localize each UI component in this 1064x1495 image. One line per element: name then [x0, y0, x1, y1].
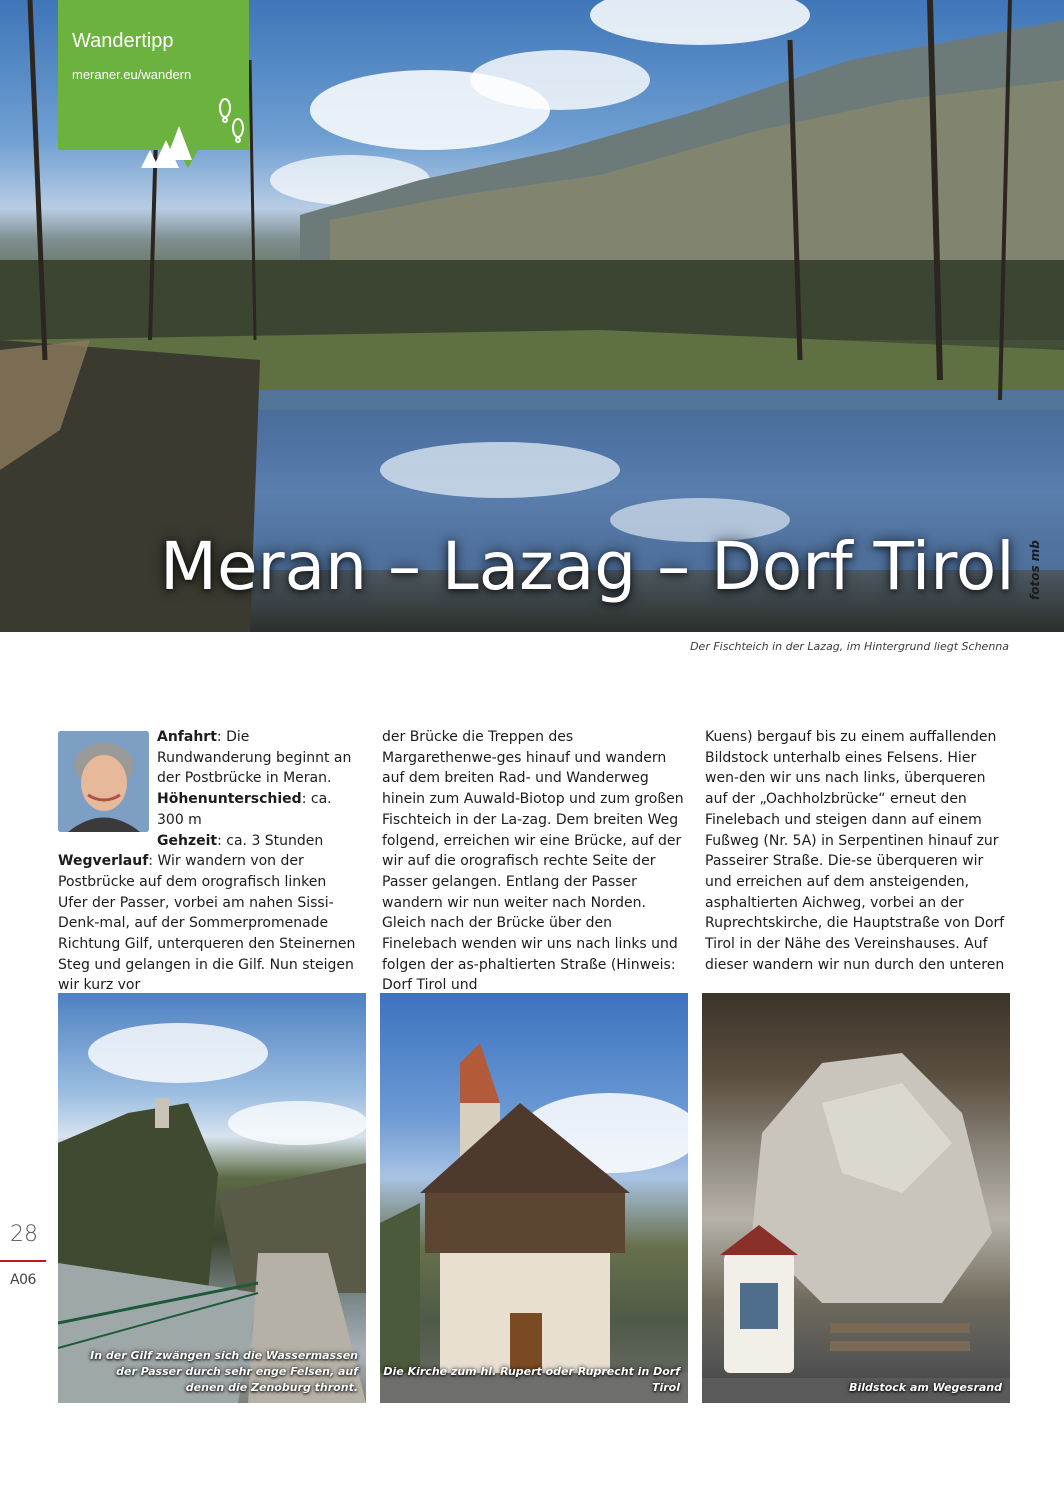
photo-caption-3: Bildstock am Wegesrand — [849, 1381, 1002, 1394]
photo-ruprechtskirche — [380, 993, 688, 1403]
hero-photo — [0, 0, 1064, 632]
page-code: A06 — [10, 1272, 36, 1288]
wegverlauf-text: : Wir wandern von der Postbrücke auf dem orografisch linken Ufer der Passer, vorbei am nahen Sissi-Denk-mal, auf der Sommerpromenade Richtung Gilf, unterqueren den Steinernen Steg und gelangen in die Gilf. Nun steigen wir kurz vor — [58, 853, 356, 994]
hoehen-text: : ca. 300 m — [157, 791, 332, 828]
photo-bildstock — [702, 993, 1010, 1403]
hero-caption: Der Fischteich in der Lazag, im Hintergrund liegt Schenna — [690, 640, 1009, 653]
hoehen-label: Höhenunterschied — [157, 791, 302, 808]
author-portrait — [58, 731, 149, 832]
photo-gilf — [58, 993, 366, 1403]
page-number-rule — [0, 1260, 46, 1262]
section-url[interactable]: meraner.eu/wandern — [72, 67, 192, 82]
section-label: Wandertipp — [72, 30, 174, 52]
article-column-2 — [382, 727, 684, 996]
article-column-1 — [58, 727, 360, 996]
anfahrt-label: Anfahrt — [157, 729, 217, 745]
wegverlauf-label: Wegverlauf — [58, 853, 149, 870]
column-2-text: der Brücke die Treppen des Margarethenwe-ges hinauf und wandern auf dem breiten Rad- und Wanderweg hinein zum Auwald-Biotop und zum großen Fischteich in der La-zag. Dem breiten Weg folgend, erreichen wir eine Brücke, auf der wir auf die orografisch rechte Seite der Passer gelangen. Entlang der Passer wandern wir nun weiter nach Norden. Gleich nach der Brücke über den Finelebach wenden wir uns nach links und folgen der as-phaltierten Straße (Hinweis: Dorf Tirol und — [382, 729, 684, 994]
page-number: 28 — [10, 1222, 38, 1247]
photo-credit: fotos mb — [1028, 540, 1042, 600]
gehzeit-label: Gehzeit — [157, 832, 218, 849]
article-column-3 — [705, 727, 1007, 975]
article-title: Meran – Lazag – Dorf Tirol — [160, 528, 1015, 605]
column-3-text: Kuens) bergauf bis zu einem auffallenden Bildstock unterhalb eines Felsens. Hier wen-den wir uns nach links, überqueren auf der „Oachholzbrücke“ erneut den Finelebach und steigen dann auf einem Fußweg (Nr. 5A) in Serpentinen hinauf zur Passeirer Straße. Die-se überqueren wir und erreichen auf dem ansteigenden, asphaltierten Aichweg, vorbei an der Ruprechtskirche, die Hauptstraße von Dorf Tirol in der Nähe des Vereinshauses. Auf dieser wandern wir nun durch den unteren — [705, 729, 1005, 973]
anfahrt-text: : Die Rundwanderung beginnt an der Postbrücke in Meran. — [157, 729, 352, 787]
photo-caption-2: Die Kirche zum hl. Rupert oder Ruprecht in Dorf Tirol — [383, 1365, 680, 1394]
wandertipp-tab — [58, 0, 249, 168]
photo-caption-1: In der Gilf zwängen sich die Wassermassen der Passer durch sehr enge Felsen, auf denen die Zenoburg thront. — [90, 1349, 358, 1394]
gehzeit-text: : ca. 3 Stunden — [217, 832, 324, 849]
